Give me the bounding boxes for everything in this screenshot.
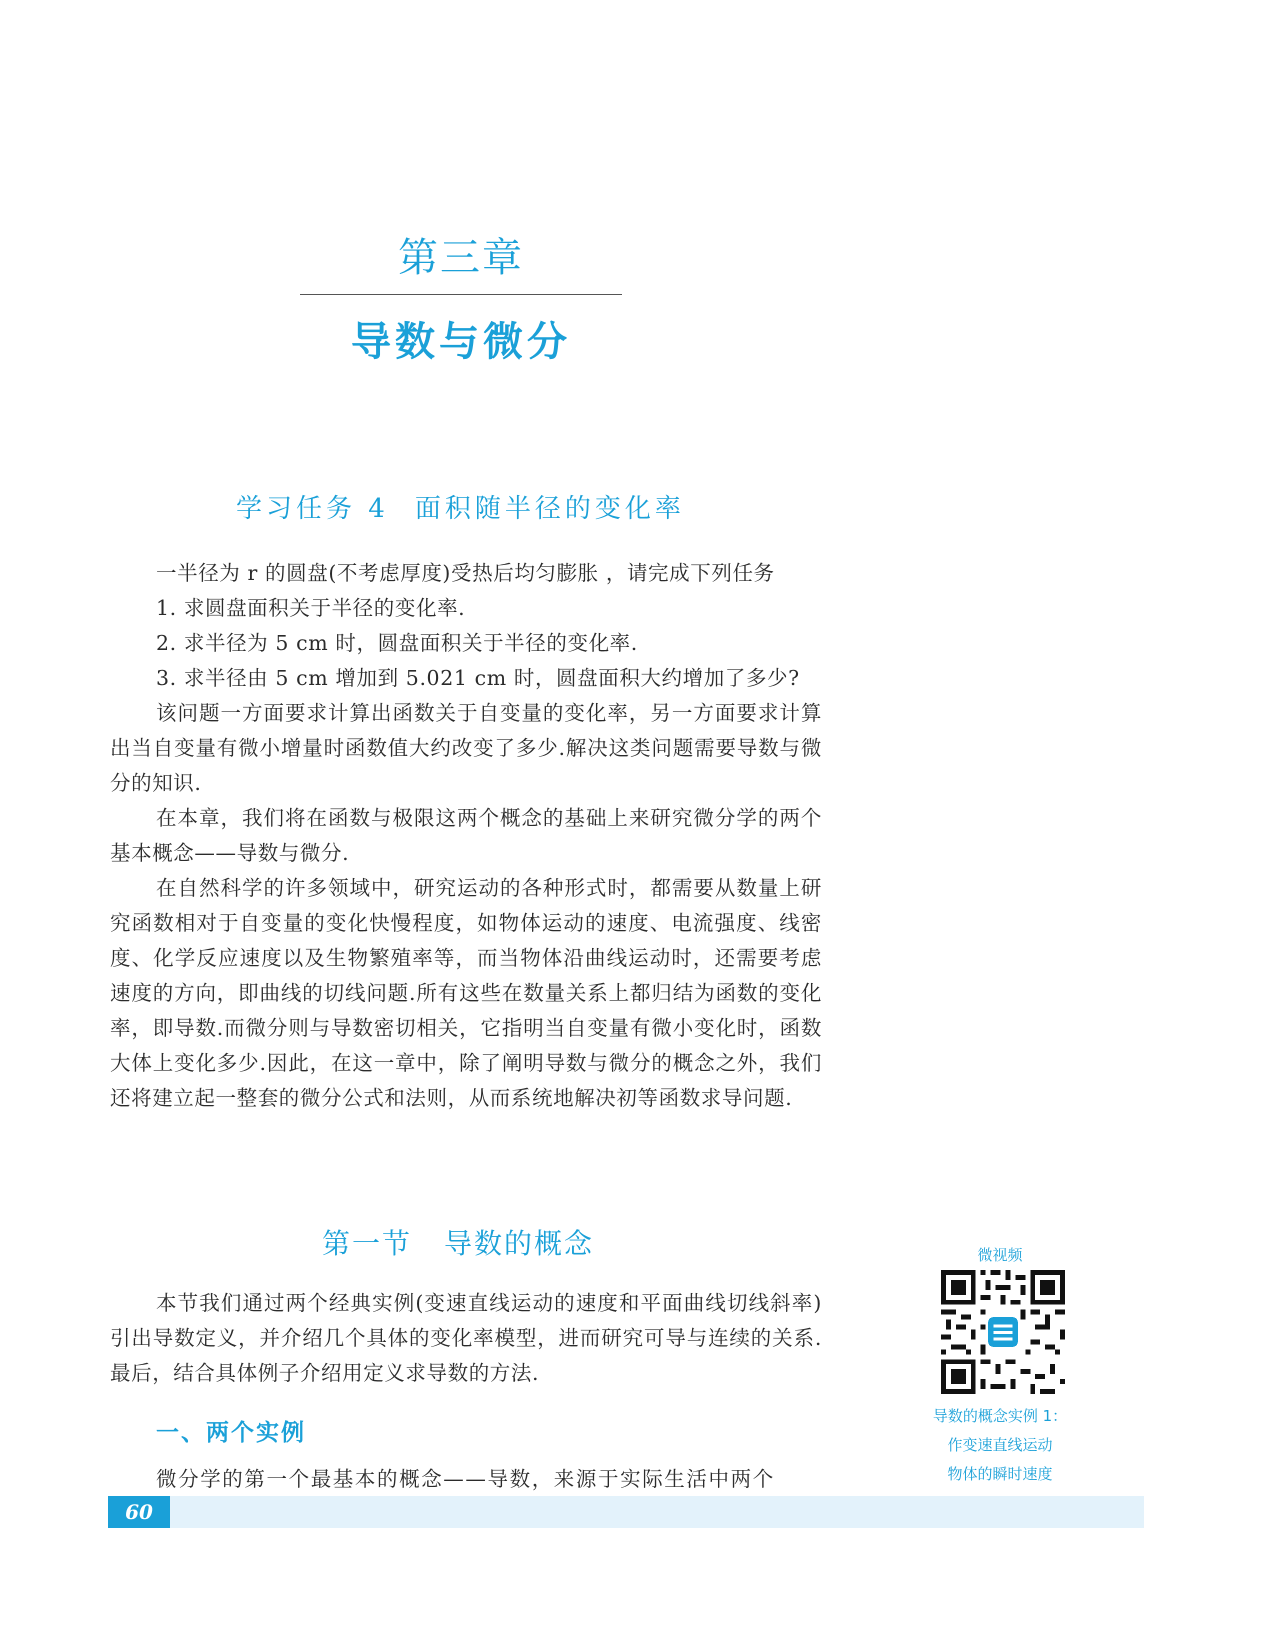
task-heading: [236, 488, 685, 525]
micro-video-label: 微视频: [977, 1246, 1023, 1264]
caption-line: 导数的概念实例 1：: [932, 1407, 1068, 1425]
intro-paragraph: 一半径为 r 的圆盘(不考虑厚度)受热后均匀膨胀 ，请完成下列任务: [156, 561, 775, 585]
intro-paragraph: 该问题一方面要求计算出函数关于自变量的变化率，另一方面要求计算出当自变量有微小增量时函数值大约改变了多少.解决这类问题需要导数与微分的知识.: [110, 701, 822, 795]
caption-line: 物体的瞬时速度: [947, 1465, 1053, 1483]
footer-bar: [108, 1496, 1144, 1528]
section-number: 第一节: [322, 1227, 413, 1260]
chapter-label: 第三章: [398, 235, 524, 281]
task-title: 面积随半径的变化率: [414, 494, 685, 524]
page-number: 60: [108, 1496, 170, 1528]
task-item-1: 1. 求圆盘面积关于半径的变化率.: [156, 596, 466, 620]
section-paragraph: 本节我们通过两个经典实例(变速直线运动的速度和平面曲线切线斜率)引出导数定义，并介绍几个具体的变化率模型，进而研究可导与连续的关系.最后，结合具体例子介绍用定义求导数的方法.: [110, 1291, 822, 1385]
section-title: 导数的概念: [444, 1227, 595, 1260]
intro-paragraph: 在自然科学的许多领域中，研究运动的各种形式时，都需要从数量上研究函数相对于自变量的变化快慢程度，如物体运动的速度、电流强度、线密度、化学反应速度以及生物繁殖率等，而当物体沿曲线运动时，还需要考虑速度的方向，即曲线的切线问题.所有这些在数量关系上都归结为函数的变化率，即导数.而微分则与导数密切相关，它指明当自变量有微小变化时，函数大体上变化多少.因此，在这一章中，除了阐明导数与微分的概念之外，我们还将建立起一整套的微分公式和法则，从而系统地解决初等函数求导问题.: [110, 876, 822, 1110]
caption-line: 作变速直线运动: [947, 1436, 1053, 1454]
subsection-heading: 一、两个实例: [156, 1420, 306, 1446]
qr-code-icon[interactable]: [941, 1270, 1065, 1394]
section-text: [110, 1286, 822, 1391]
intro-text: [110, 556, 822, 1116]
micro-video-caption: [915, 1402, 1085, 1489]
subsection-paragraph: 微分学的第一个最基本的概念——导数，来源于实际生活中两个: [156, 1467, 775, 1491]
task-label: 学习任务 4: [236, 494, 389, 524]
task-item-2: 2. 求半径为 5 cm 时，圆盘面积关于半径的变化率.: [156, 631, 638, 655]
intro-paragraph: 在本章，我们将在函数与极限这两个概念的基础上来研究微分学的两个基本概念——导数与微分.: [110, 806, 822, 865]
task-item-3: 3. 求半径由 5 cm 增加到 5.021 cm 时，圆盘面积大约增加了多少?: [156, 666, 800, 690]
chapter-title: 导数与微分: [351, 319, 571, 365]
section-heading: [322, 1222, 594, 1262]
chapter-divider: [300, 294, 622, 295]
